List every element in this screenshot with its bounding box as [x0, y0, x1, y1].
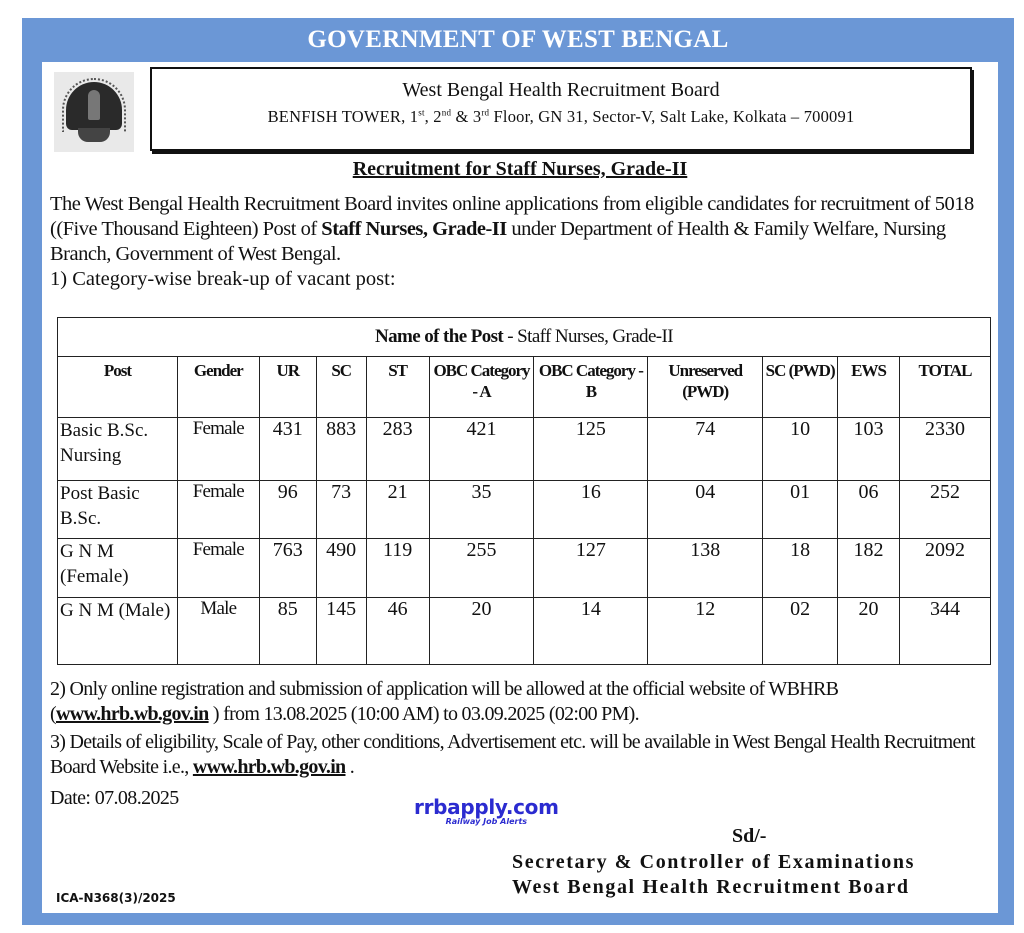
cell-ur-pwd: 04 [648, 481, 763, 539]
cell-sc-pwd: 10 [763, 418, 838, 481]
cell-obc-b: 127 [534, 539, 648, 598]
cell-gender: Male [177, 598, 259, 665]
col-header-obc-b: OBC Category - B [534, 357, 648, 418]
cell-obc-a: 20 [429, 598, 534, 665]
cell-obc-a: 421 [429, 418, 534, 481]
col-header-post: Post [58, 357, 178, 418]
cell-gender: Female [177, 481, 259, 539]
cell-ur: 431 [259, 418, 316, 481]
cell-ur-pwd: 12 [648, 598, 763, 665]
table-row [58, 598, 991, 665]
cell-obc-b: 16 [534, 481, 648, 539]
table-row [58, 418, 991, 481]
cell-obc-b: 14 [534, 598, 648, 665]
col-header-sc-pwd: SC (PWD) [763, 357, 838, 418]
reference-number: ICA-N368(3)/2025 [56, 891, 176, 905]
logo-base [78, 128, 110, 142]
cell-obc-a: 255 [429, 539, 534, 598]
address-sup: rd [481, 107, 490, 118]
cell-total: 2330 [900, 418, 991, 481]
col-header-ur-pwd: Unreserved (PWD) [648, 357, 763, 418]
cell-st: 283 [366, 418, 429, 481]
caption-rest: - Staff Nurses, Grade-II [503, 326, 673, 347]
table-header-row [58, 357, 991, 418]
signatory-title: Secretary & Controller of Examinations [512, 851, 915, 873]
cell-st: 46 [366, 598, 429, 665]
cell-gender: Female [177, 539, 259, 598]
watermark-site: rrbapply.com [414, 795, 559, 819]
cell-obc-a: 35 [429, 481, 534, 539]
cell-st: 21 [366, 481, 429, 539]
col-header-obc-a: OBC Category - A [429, 357, 534, 418]
cell-ews: 20 [838, 598, 900, 665]
caption-bold: Name of the Post [375, 326, 504, 347]
col-header-ur: UR [259, 357, 316, 418]
website-link[interactable]: www.hrb.wb.gov.in [55, 703, 209, 725]
cell-total: 252 [900, 481, 991, 539]
cell-sc-pwd: 02 [763, 598, 838, 665]
address-text: Floor, GN 31, Sector-V, Salt Lake, Kolkata – 700091 [489, 107, 855, 126]
government-heading: GOVERNMENT OF WEST BENGAL [307, 26, 729, 53]
intro-text: under Department of Health & Family Welfare, Nursing Branch, Government of West Bengal. [50, 218, 946, 265]
cell-gender: Female [177, 418, 259, 481]
cell-post: G N M (Female) [58, 539, 178, 598]
cell-post: Post Basic B.Sc. [58, 481, 178, 539]
cell-ews: 103 [838, 418, 900, 481]
table-row [58, 481, 991, 539]
cell-ews: 182 [838, 539, 900, 598]
cell-sc: 883 [316, 418, 366, 481]
board-name: West Bengal Health Recruitment Board [402, 79, 720, 101]
col-header-total: TOTAL [900, 357, 991, 418]
address-sup: nd [441, 107, 452, 118]
wbhrb-logo-icon [54, 72, 134, 152]
vacancy-table [57, 317, 991, 665]
address-text: BENFISH TOWER, 1 [267, 107, 419, 126]
cell-ur-pwd: 138 [648, 539, 763, 598]
col-header-ews: EWS [838, 357, 900, 418]
col-header-gender: Gender [177, 357, 259, 418]
board-address [152, 107, 970, 127]
cell-obc-b: 125 [534, 418, 648, 481]
point-3 [50, 730, 995, 780]
intro-post-name: Staff Nurses, Grade-II [321, 218, 507, 240]
point-2-text: ) from 13.08.2025 (10:00 AM) to 03.09.2025 (02:00 PM). [208, 703, 639, 725]
cell-sc-pwd: 18 [763, 539, 838, 598]
table-row [58, 539, 991, 598]
cell-st: 119 [366, 539, 429, 598]
cell-sc: 145 [316, 598, 366, 665]
col-header-st: ST [366, 357, 429, 418]
point-1: 1) Category-wise break-up of vacant post: [50, 268, 396, 290]
cell-sc: 73 [316, 481, 366, 539]
logo-figure [88, 90, 100, 120]
notice-frame [22, 18, 1014, 925]
cell-ur: 85 [259, 598, 316, 665]
signatory-org: West Bengal Health Recruitment Board [512, 876, 910, 898]
address-text: & 3 [451, 107, 482, 126]
cell-ur: 96 [259, 481, 316, 539]
notice-body [42, 62, 998, 913]
intro-paragraph [50, 192, 990, 267]
cell-total: 2092 [900, 539, 991, 598]
signature-mark: Sd/- [732, 825, 767, 847]
table-caption [58, 318, 991, 357]
cell-ur-pwd: 74 [648, 418, 763, 481]
cell-ur: 763 [259, 539, 316, 598]
intro-text: The West Bengal Health Recruitment Board invites online applications from eligible candidates for recruitment of 5018 ((Five Thousand Eighteen) Post of [50, 193, 974, 240]
cell-post: Basic B.Sc. Nursing [58, 418, 178, 481]
point-2-text: 2) Only online registration and submission of application will be allowed at the official website of WBHRB ( [50, 678, 839, 725]
cell-sc: 490 [316, 539, 366, 598]
address-sup: st [418, 107, 425, 118]
cell-sc-pwd: 01 [763, 481, 838, 539]
point-3-text: . [345, 756, 355, 778]
cell-post: G N M (Male) [58, 598, 178, 665]
col-header-sc: SC [316, 357, 366, 418]
address-text: , 2 [424, 107, 442, 126]
watermark [414, 795, 559, 826]
cell-total: 344 [900, 598, 991, 665]
website-link[interactable]: www.hrb.wb.gov.in [192, 756, 346, 778]
recruitment-title: Recruitment for Staff Nurses, Grade-II [352, 158, 688, 180]
point-2 [50, 677, 995, 727]
point-3-text: 3) Details of eligibility, Scale of Pay, other conditions, Advertisement etc. will be available in West Bengal Health Recruitment Board Website i.e., [50, 731, 975, 778]
cell-ews: 06 [838, 481, 900, 539]
notice-date: Date: 07.08.2025 [50, 787, 179, 809]
board-header-box [150, 67, 972, 151]
watermark-tagline: Railway Job Alerts [445, 817, 528, 826]
